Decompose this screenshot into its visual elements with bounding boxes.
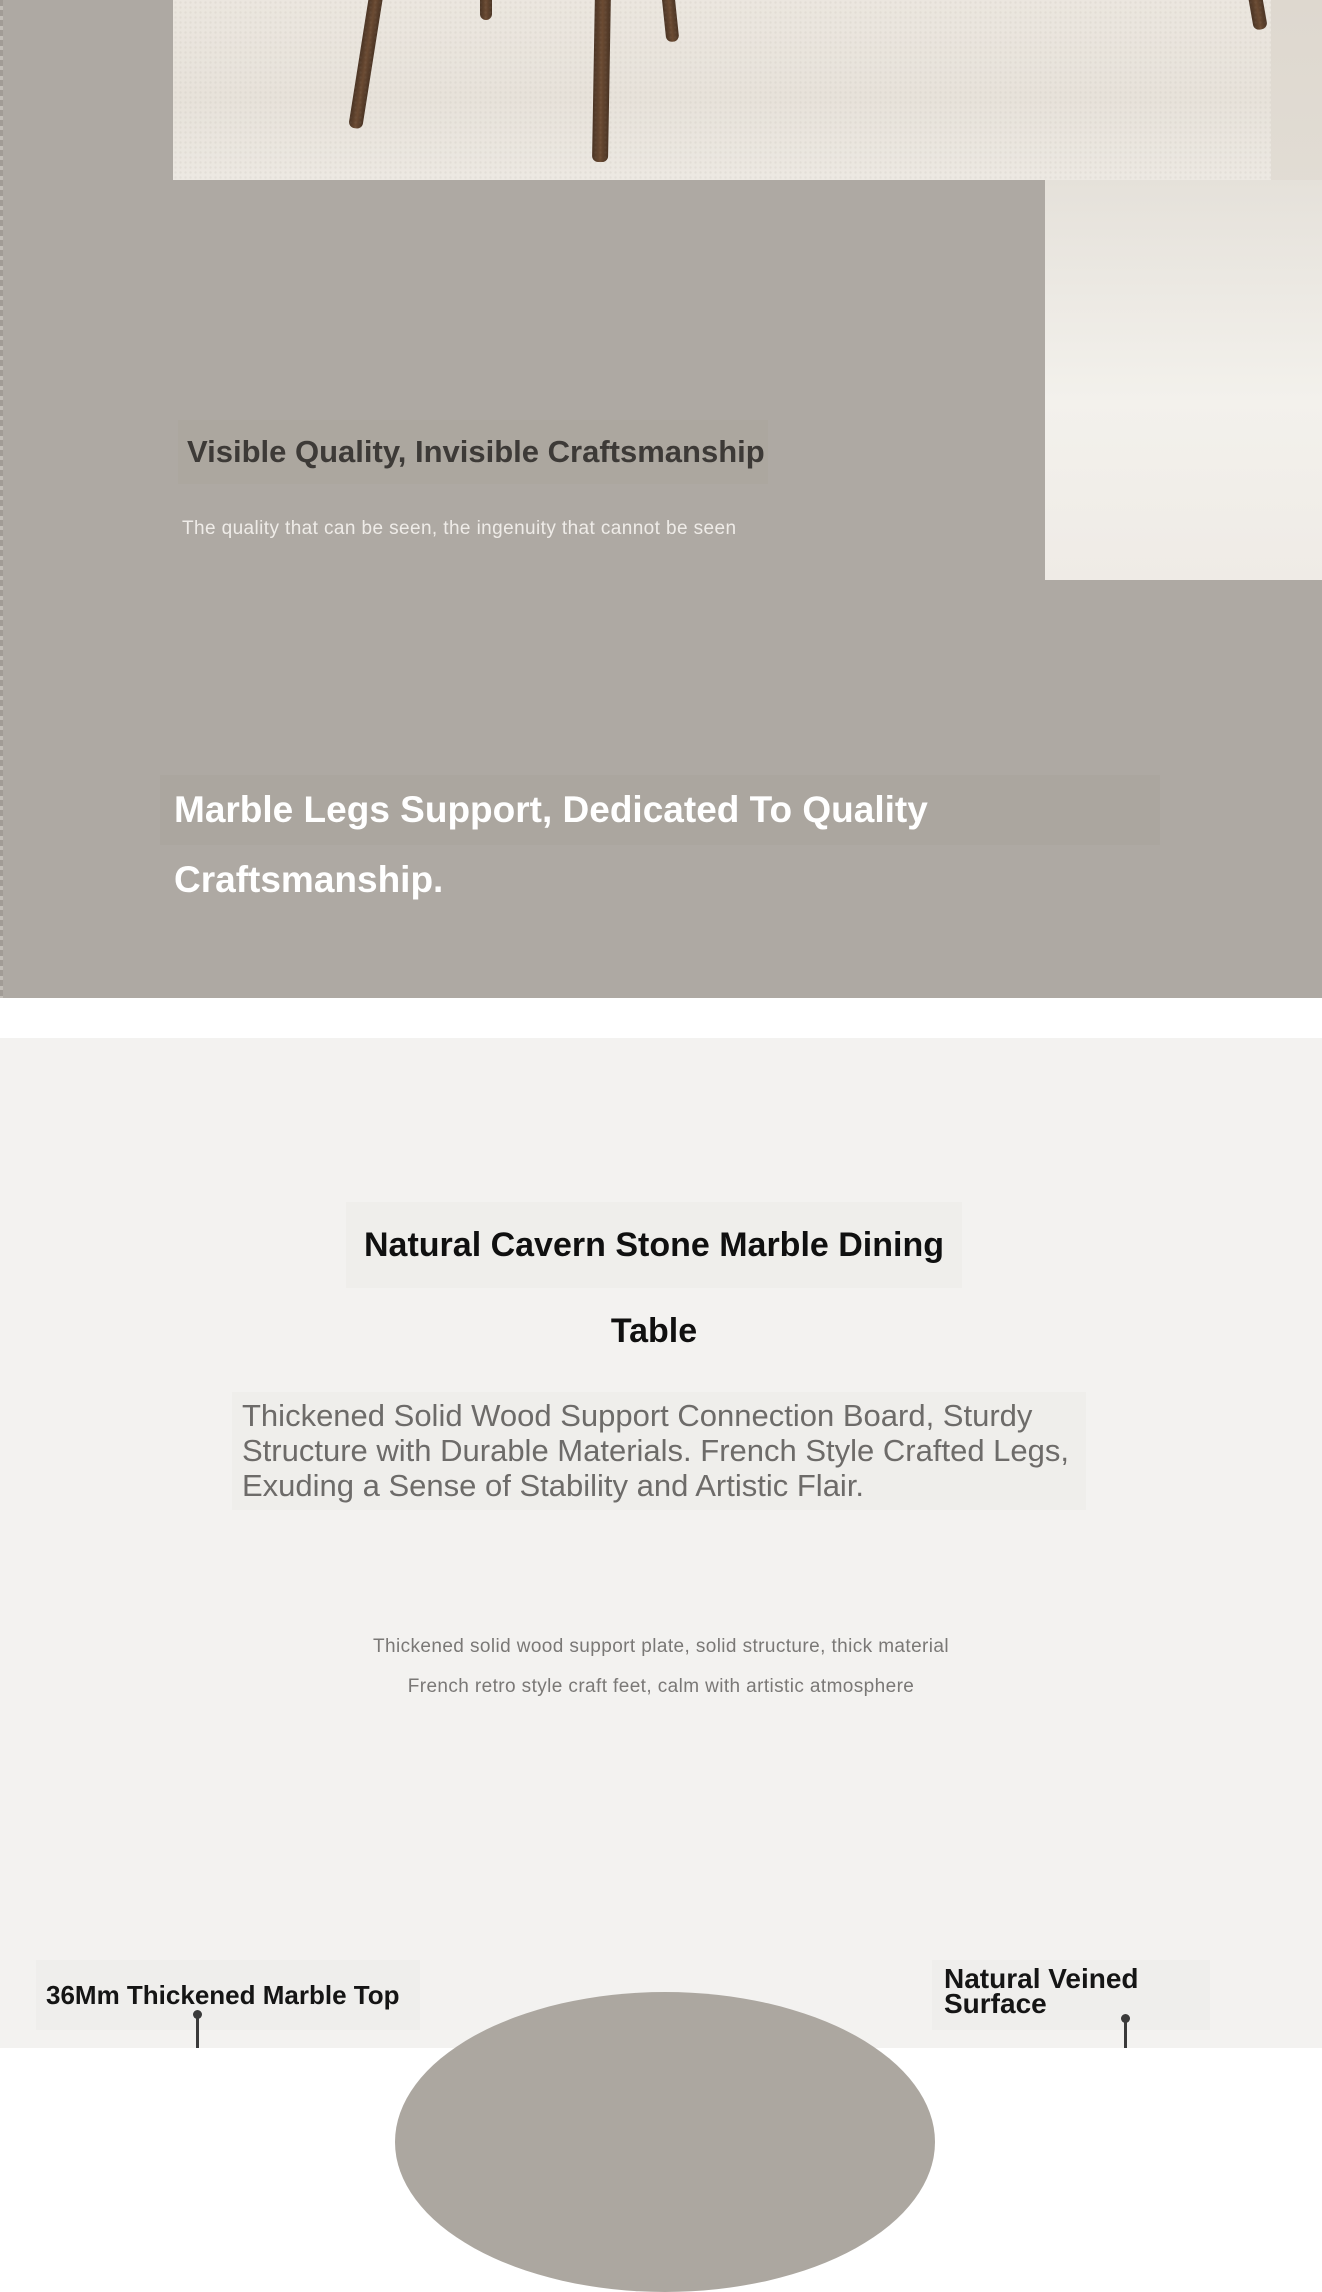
product-subline-2: French retro style craft feet, calm with artistic atmosphere — [407, 1676, 915, 1697]
product-section — [0, 1038, 1322, 2048]
table-top-graphic — [395, 1992, 935, 2292]
section-divider — [0, 998, 1322, 1038]
chair-leg — [348, 0, 384, 129]
chair-leg — [1247, 0, 1268, 31]
chair-leg — [661, 0, 679, 42]
wall-photo — [1045, 180, 1322, 580]
callout-pointer-right — [1124, 2018, 1127, 2048]
legs-heading: Marble Legs Support, Dedicated To Quality Craftsmanship. — [160, 775, 1160, 845]
chair-leg — [480, 0, 492, 20]
veined-surface-label: Natural Veined Surface — [932, 1960, 1210, 2030]
product-subline-1: Thickened solid wood support plate, solid structure, thick material — [373, 1636, 949, 1657]
marble-top-label: 36Mm Thickened Marble Top — [36, 1960, 420, 2030]
product-description: Thickened Solid Wood Support Connection Board, Sturdy Structure with Durable Materials. French Style Crafted Legs, Exuding a Sense of Stability and Artistic Flair. — [232, 1392, 1086, 1510]
callout-pointer-left — [196, 2014, 199, 2048]
product-title: Natural Cavern Stone Marble Dining Table — [346, 1202, 962, 1288]
chair-photo — [173, 0, 1271, 180]
chair-leg — [592, 0, 611, 162]
quality-subheading: The quality that can be seen, the ingenuity that cannot be seen — [182, 518, 737, 539]
quality-heading: Visible Quality, Invisible Craftsmanship — [178, 420, 768, 484]
